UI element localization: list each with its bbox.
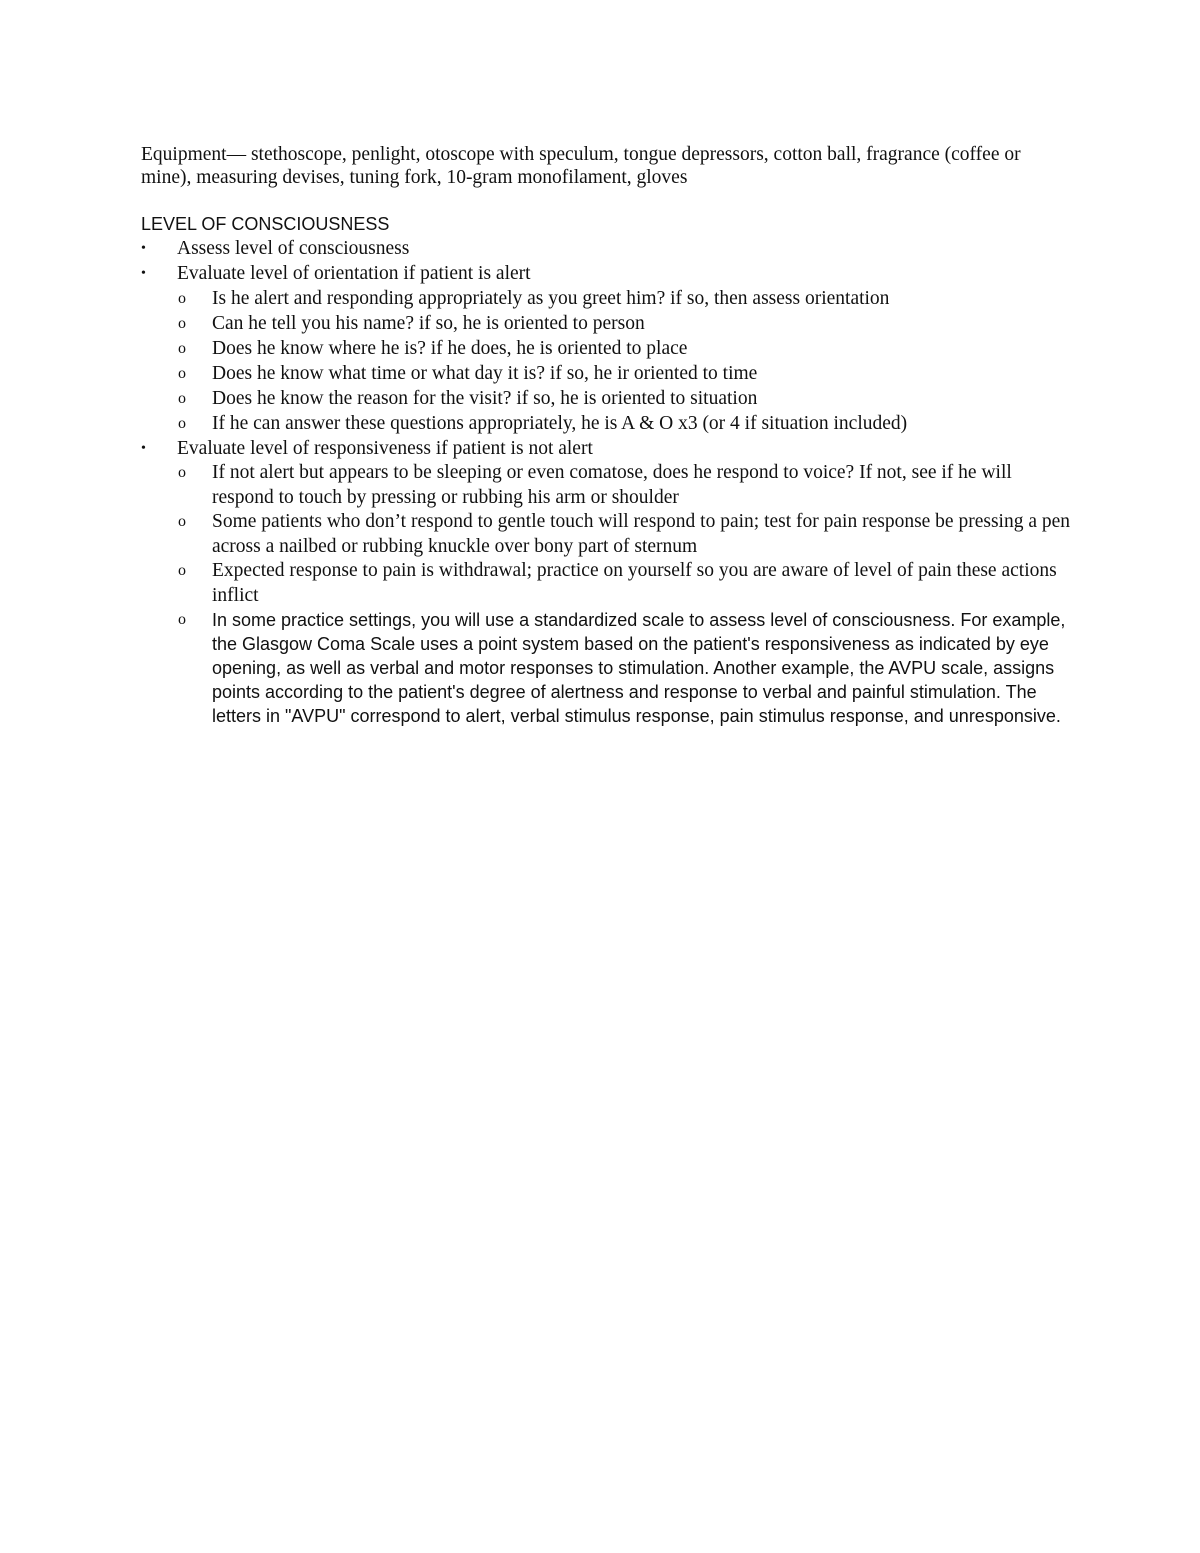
sublist-item-text: Does he know where he is? if he does, he is oriented to place: [212, 338, 688, 359]
bullet-icon: •: [141, 241, 146, 256]
sublist-item: [177, 559, 1071, 608]
section-heading: LEVEL OF CONSCIOUSNESS: [141, 214, 390, 234]
equipment-paragraph: Equipment— stethoscope, penlight, otoscope with speculum, tongue depressors, cotton ball, fragrance (coffee or mine), measuring devises, tuning fork, 10-gram monofilament, gloves: [141, 144, 1021, 188]
sublist-item-text: Is he alert and responding appropriately as you greet him? if so, then assess orientation: [212, 288, 890, 309]
circle-bullet-icon: o: [178, 415, 186, 432]
sublist-item: [177, 361, 1071, 386]
sublist-item-text: If not alert but appears to be sleeping or even comatose, does he respond to voice? If not, see if he will respond to touch by pressing or rubbing his arm or shoulder: [212, 462, 1012, 508]
sublist-item-text: Does he know the reason for the visit? if so, he is oriented to situation: [212, 388, 758, 409]
sublist-item: [177, 461, 1071, 510]
circle-bullet-icon: o: [178, 290, 186, 307]
sublist-item-scale: [177, 608, 1071, 728]
sublist-item-text: Expected response to pain is withdrawal; practice on yourself so you are aware of level of pain these actions inflict: [212, 560, 1057, 606]
circle-bullet-icon: o: [178, 464, 186, 481]
orientation-sublist: [177, 286, 1071, 436]
sublist-item: [177, 411, 1071, 436]
list-item-assess: [141, 236, 1071, 261]
circle-bullet-icon: o: [178, 315, 186, 332]
circle-bullet-icon: o: [178, 365, 186, 382]
circle-bullet-icon: o: [178, 513, 186, 530]
bullet-icon: •: [141, 441, 146, 456]
consciousness-list: [141, 236, 1071, 728]
bullet-icon: •: [141, 266, 146, 281]
circle-bullet-icon: o: [178, 340, 186, 357]
sublist-item: [177, 311, 1071, 336]
circle-bullet-icon: o: [178, 611, 186, 628]
list-item-responsiveness: [141, 436, 1071, 728]
list-item-text: Assess level of consciousness: [177, 238, 410, 259]
list-item-text: Evaluate level of responsiveness if patient is not alert: [177, 438, 593, 459]
sublist-item-text: If he can answer these questions appropriately, he is A & O x3 (or 4 if situation included): [212, 413, 908, 434]
sublist-item-text: Some patients who don’t respond to gentle touch will respond to pain; test for pain response be pressing a pen across a nailbed or rubbing knuckle over bony part of sternum: [212, 511, 1071, 557]
sublist-item-text: Can he tell you his name? if so, he is oriented to person: [212, 313, 645, 334]
sublist-item-text: Does he know what time or what day it is? if so, he ir oriented to time: [212, 363, 758, 384]
sublist-item-text: In some practice settings, you will use a standardized scale to assess level of consciousness. For example, the Glasgow Coma Scale uses a point system based on the patient's responsiveness as indicated by eye opening, as well as verbal and motor responses to stimulation. Another example, the AVPU scale, assigns points according to the patient's degree of alertness and response to verbal and painful stimulation. The letters in "AVPU" correspond to alert, verbal stimulus response, pain stimulus response, and unresponsive.: [212, 610, 1066, 726]
sublist-item: [177, 336, 1071, 361]
sublist-item: [177, 286, 1071, 311]
responsiveness-sublist: [177, 461, 1071, 728]
list-item-orientation: [141, 261, 1071, 436]
circle-bullet-icon: o: [178, 562, 186, 579]
circle-bullet-icon: o: [178, 390, 186, 407]
list-item-text: Evaluate level of orientation if patient is alert: [177, 263, 531, 284]
sublist-item: [177, 386, 1071, 411]
sublist-item: [177, 510, 1071, 559]
